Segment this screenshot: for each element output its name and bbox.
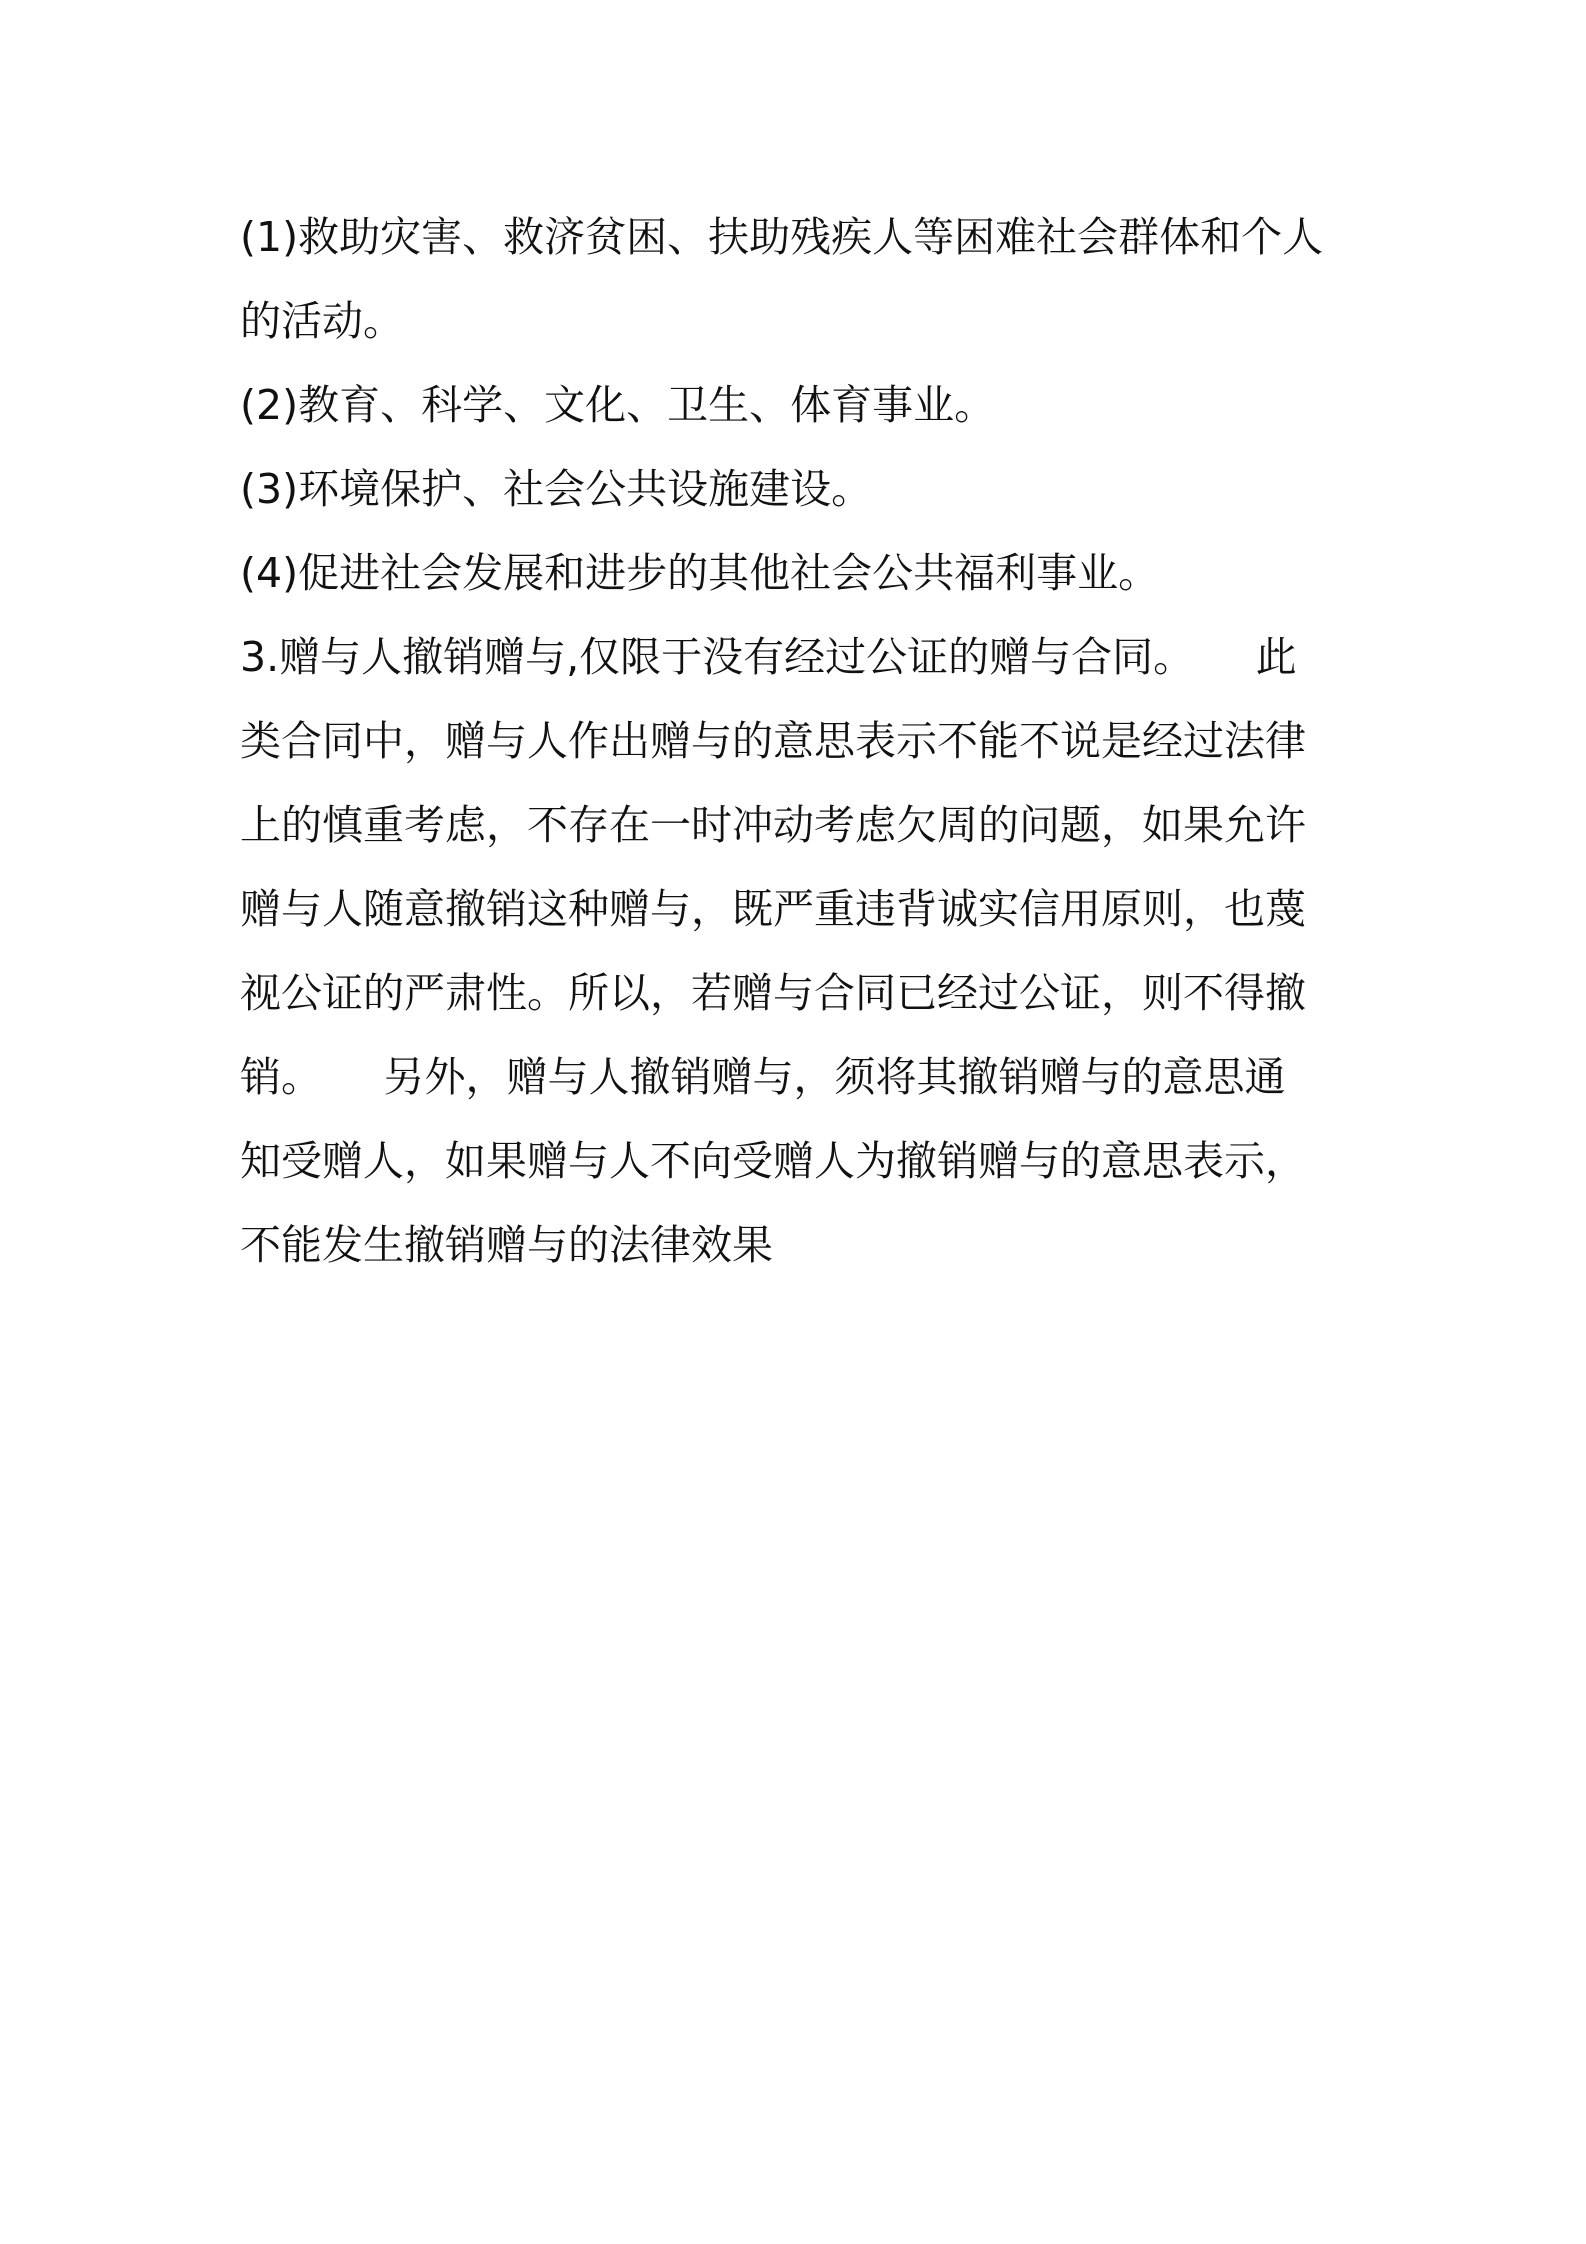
text-line: (1)救助灾害、救济贫困、扶助残疾人等困难社会群体和个人 — [240, 213, 1324, 261]
text-line: 类合同中，赠与人作出赠与的意思表示不能不说是经过法律 — [240, 717, 1306, 765]
text-line: (2)教育、科学、文化、卫生、体育事业。 — [240, 381, 996, 429]
text-line: 知受赠人，如果赠与人不向受赠人为撤销赠与的意思表示， — [240, 1137, 1306, 1185]
text-line: (3)环境保护、社会公共设施建设。 — [240, 465, 873, 513]
document-body — [240, 195, 1360, 1287]
text-line: 销。 另外，赠与人撤销赠与，须将其撤销赠与的意思通 — [240, 1053, 1286, 1101]
text-line: 赠与人随意撤销这种赠与，既严重违背诚实信用原则，也蔑 — [240, 885, 1306, 933]
text-line: 不能发生撤销赠与的法律效果 — [240, 1221, 773, 1269]
text-line: 的活动。 — [240, 297, 404, 345]
text-line: (4)促进社会发展和进步的其他社会公共福利事业。 — [240, 549, 1160, 597]
text-line: 视公证的严肃性。所以，若赠与合同已经过公证，则不得撤 — [240, 969, 1306, 1017]
text-line: 3.赠与人撤销赠与,仅限于没有经过公证的赠与合同。 此 — [240, 633, 1297, 681]
text-line: 上的慎重考虑，不存在一时冲动考虑欠周的问题，如果允许 — [240, 801, 1306, 849]
